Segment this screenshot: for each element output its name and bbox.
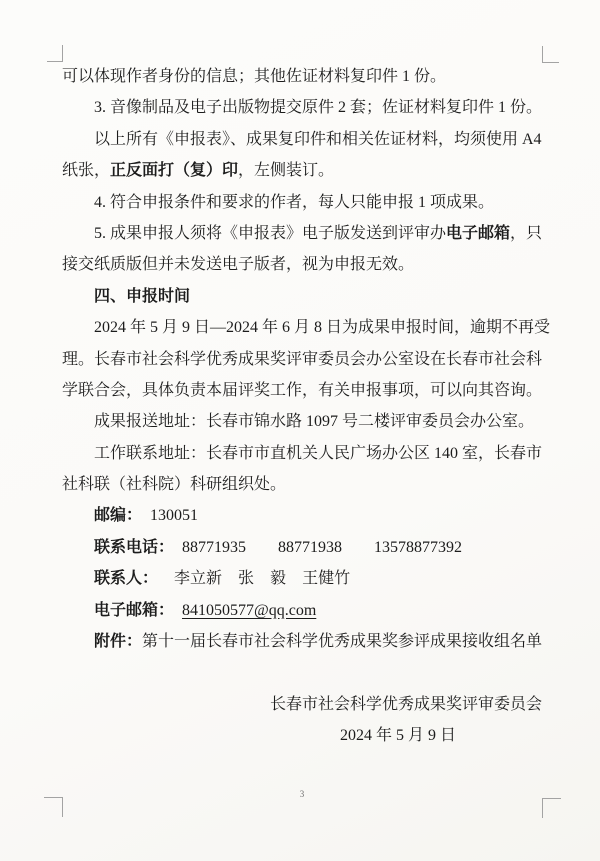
signature-organization [62,689,542,720]
text-line [62,187,542,218]
email-address: 841050577@qq.com [182,601,317,619]
text-line [62,469,542,500]
text: 5. 成果申报人须将《申报表》电子版发送到评审办 [94,224,447,242]
field-label: 电子邮箱： [94,601,175,619]
crop-mark-bottom-left [44,797,63,817]
contact-name: 张 [238,570,255,588]
text: 3. 音像制品及电子出版物提交原件 2 套；佐证材料复印件 1 份。 [94,99,543,117]
text: 学联合会，具体负责本届评奖工作，有关申报事项，可以向其咨询。 [62,381,543,399]
contact-line [62,563,542,594]
field-label: 联系电话： [94,538,175,556]
text-line [62,61,542,92]
attachment-title: 第十一届长春市社会科学优秀成果奖参评成果接收组名单 [142,633,543,651]
attachment-line [62,626,542,657]
text-line [62,375,542,406]
text: 成果报送地址：长春市锦水路 1097 号二楼评审委员会办公室。 [94,413,535,431]
text: 2024 年 5 月 9 日 [339,727,456,745]
delivery-address-line [62,406,542,437]
phone-line [62,532,542,563]
text-line [62,155,542,186]
text: 2024 年 5 月 9 日—2024 年 6 月 8 日为成果申报时间，逾期不再受 [94,319,551,337]
phone-number: 88771935 [182,538,247,556]
crop-mark-top-left [47,45,63,62]
postcode-value: 130051 [150,507,199,525]
text: 纸张， [62,162,111,180]
email-line [62,595,542,626]
emphasized-text: 正反面打（复）印 [110,162,239,180]
text: ，左侧装订。 [238,162,335,180]
blank-line [62,657,542,688]
section-heading [62,281,542,312]
field-label: 联系人： [94,570,159,588]
field-label: 邮编： [94,507,143,525]
text-line [62,249,542,280]
phone-number: 88771938 [278,538,343,556]
text-line [62,312,551,343]
document-body [62,61,551,752]
heading-text: 四、申报时间 [94,287,191,305]
postcode-line [62,500,542,531]
text: 以上所有《申报表》、成果复印件和相关佐证材料，均须使用 A4 [94,130,542,148]
crop-mark-top-right [542,46,559,63]
contact-name: 毅 [270,570,287,588]
work-address-line [62,438,542,469]
contact-name: 王健竹 [302,570,351,588]
field-label: 附件： [94,633,143,651]
signature-date [62,720,542,751]
text: 长春市社会科学优秀成果奖评审委员会 [269,695,542,713]
text-line [62,124,542,155]
contact-name: 李立新 [174,570,223,588]
text: 接交纸质版但并未发送电子版者，视为申报无效。 [62,256,415,274]
page-number: 3 [299,789,305,799]
crop-mark-bottom-right [542,798,561,818]
emphasized-text: 电子邮箱 [446,224,511,242]
phone-number: 13578877392 [374,538,463,556]
text: 可以体现作者身份的信息；其他佐证材料复印件 1 份。 [62,68,447,85]
text: 社科联（社科院）科研组织处。 [62,476,287,494]
text: 4. 符合申报条件和要求的作者，每人只能申报 1 项成果。 [94,193,495,211]
text: 理。长春市社会科学优秀成果奖评审委员会办公室设在长春市社会科 [62,350,543,368]
text-line [62,218,542,249]
text-line [62,92,542,123]
text-line [62,344,542,375]
text: ，只 [510,224,543,242]
text: 工作联系地址：长春市市直机关人民广场办公区 140 室，长春市 [94,444,543,462]
